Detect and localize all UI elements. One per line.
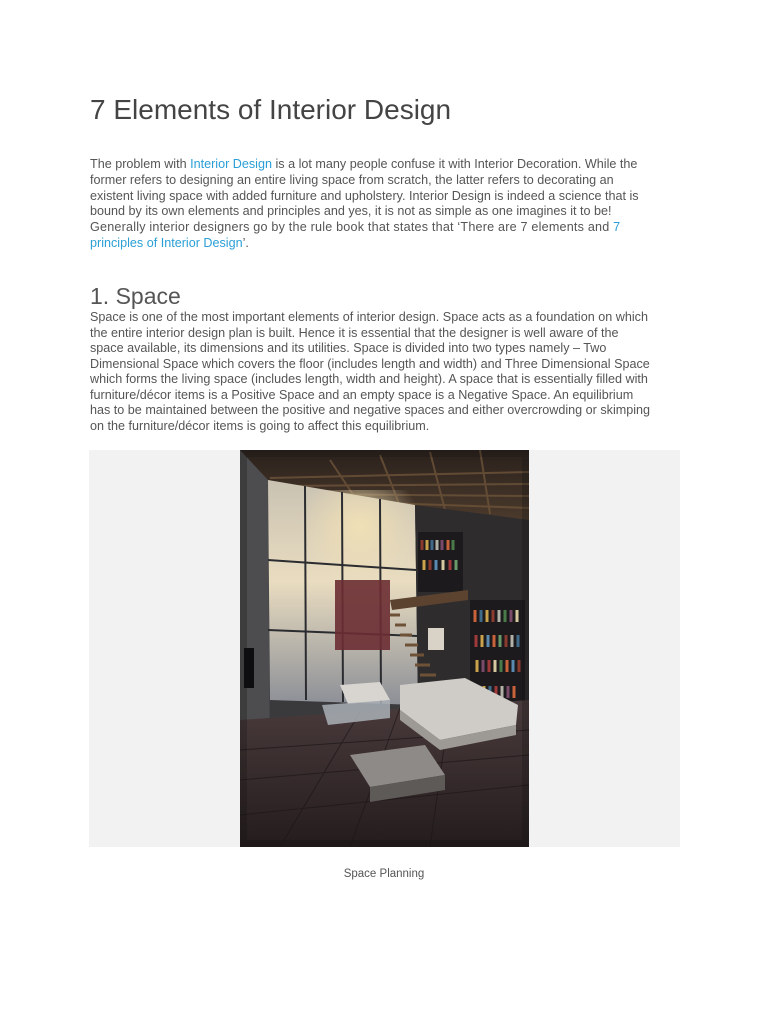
intro-line — [90, 236, 690, 252]
intro-text: is a lot many people confuse it with Interior Decoration. While the — [272, 157, 638, 171]
space-line: furniture/décor items is a Positive Space and an empty space is a Negative Space. An equilibrium — [90, 387, 634, 402]
space-paragraph — [90, 310, 690, 434]
figure-container — [89, 450, 680, 847]
intro-line — [90, 220, 690, 236]
intro-text: The problem with — [90, 157, 191, 171]
space-line: Space is one of the most important elements of interior design. Space acts as a foundation on which — [90, 310, 648, 324]
intro-text: ’. — [242, 235, 249, 250]
space-line: space available, its dimensions and its utilities. Space is divided into two types namely – Two — [90, 341, 607, 355]
space-line: which forms the living space (includes length, width and height). A space that is essentially filled with — [90, 372, 648, 386]
principles-link-part2[interactable]: principles of Interior Design — [90, 235, 243, 250]
space-line: the entire interior design plan is built. Hence it is essential that the designer is well aware of the — [90, 325, 619, 340]
space-line: Dimensional Space which covers the floor (includes length and width) and Three Dimensional Space — [90, 356, 650, 371]
interior-design-link[interactable]: Interior Design — [190, 157, 272, 171]
section-heading-space: 1. Space — [90, 283, 181, 309]
image-caption: Space Planning — [343, 868, 425, 880]
intro-text: Generally interior designers go by the rule book that states that ‘There are 7 elements and — [90, 220, 614, 235]
page-title: 7 Elements of Interior Design — [90, 94, 452, 125]
interior-loft-photo — [240, 450, 529, 847]
intro-line: existent living space with added furniture and upholstery. Interior Design is indeed a science that is — [90, 188, 639, 203]
intro-paragraph — [90, 157, 690, 252]
space-line: has to be maintained between the positive and negative spaces and either overcrowding or skimping — [90, 403, 651, 417]
principles-link-part1[interactable]: 7 — [613, 220, 621, 235]
intro-line — [90, 157, 690, 173]
space-line: on the furniture/décor items is going to affect this equilibrium. — [90, 418, 430, 433]
intro-line: bound by its own elements and principles and yes, it is not as simple as one imagines it to be! — [90, 204, 612, 219]
intro-line: former refers to designing an entire living space from scratch, the latter refers to decorating an — [90, 172, 614, 187]
loft-illustration — [240, 450, 529, 847]
